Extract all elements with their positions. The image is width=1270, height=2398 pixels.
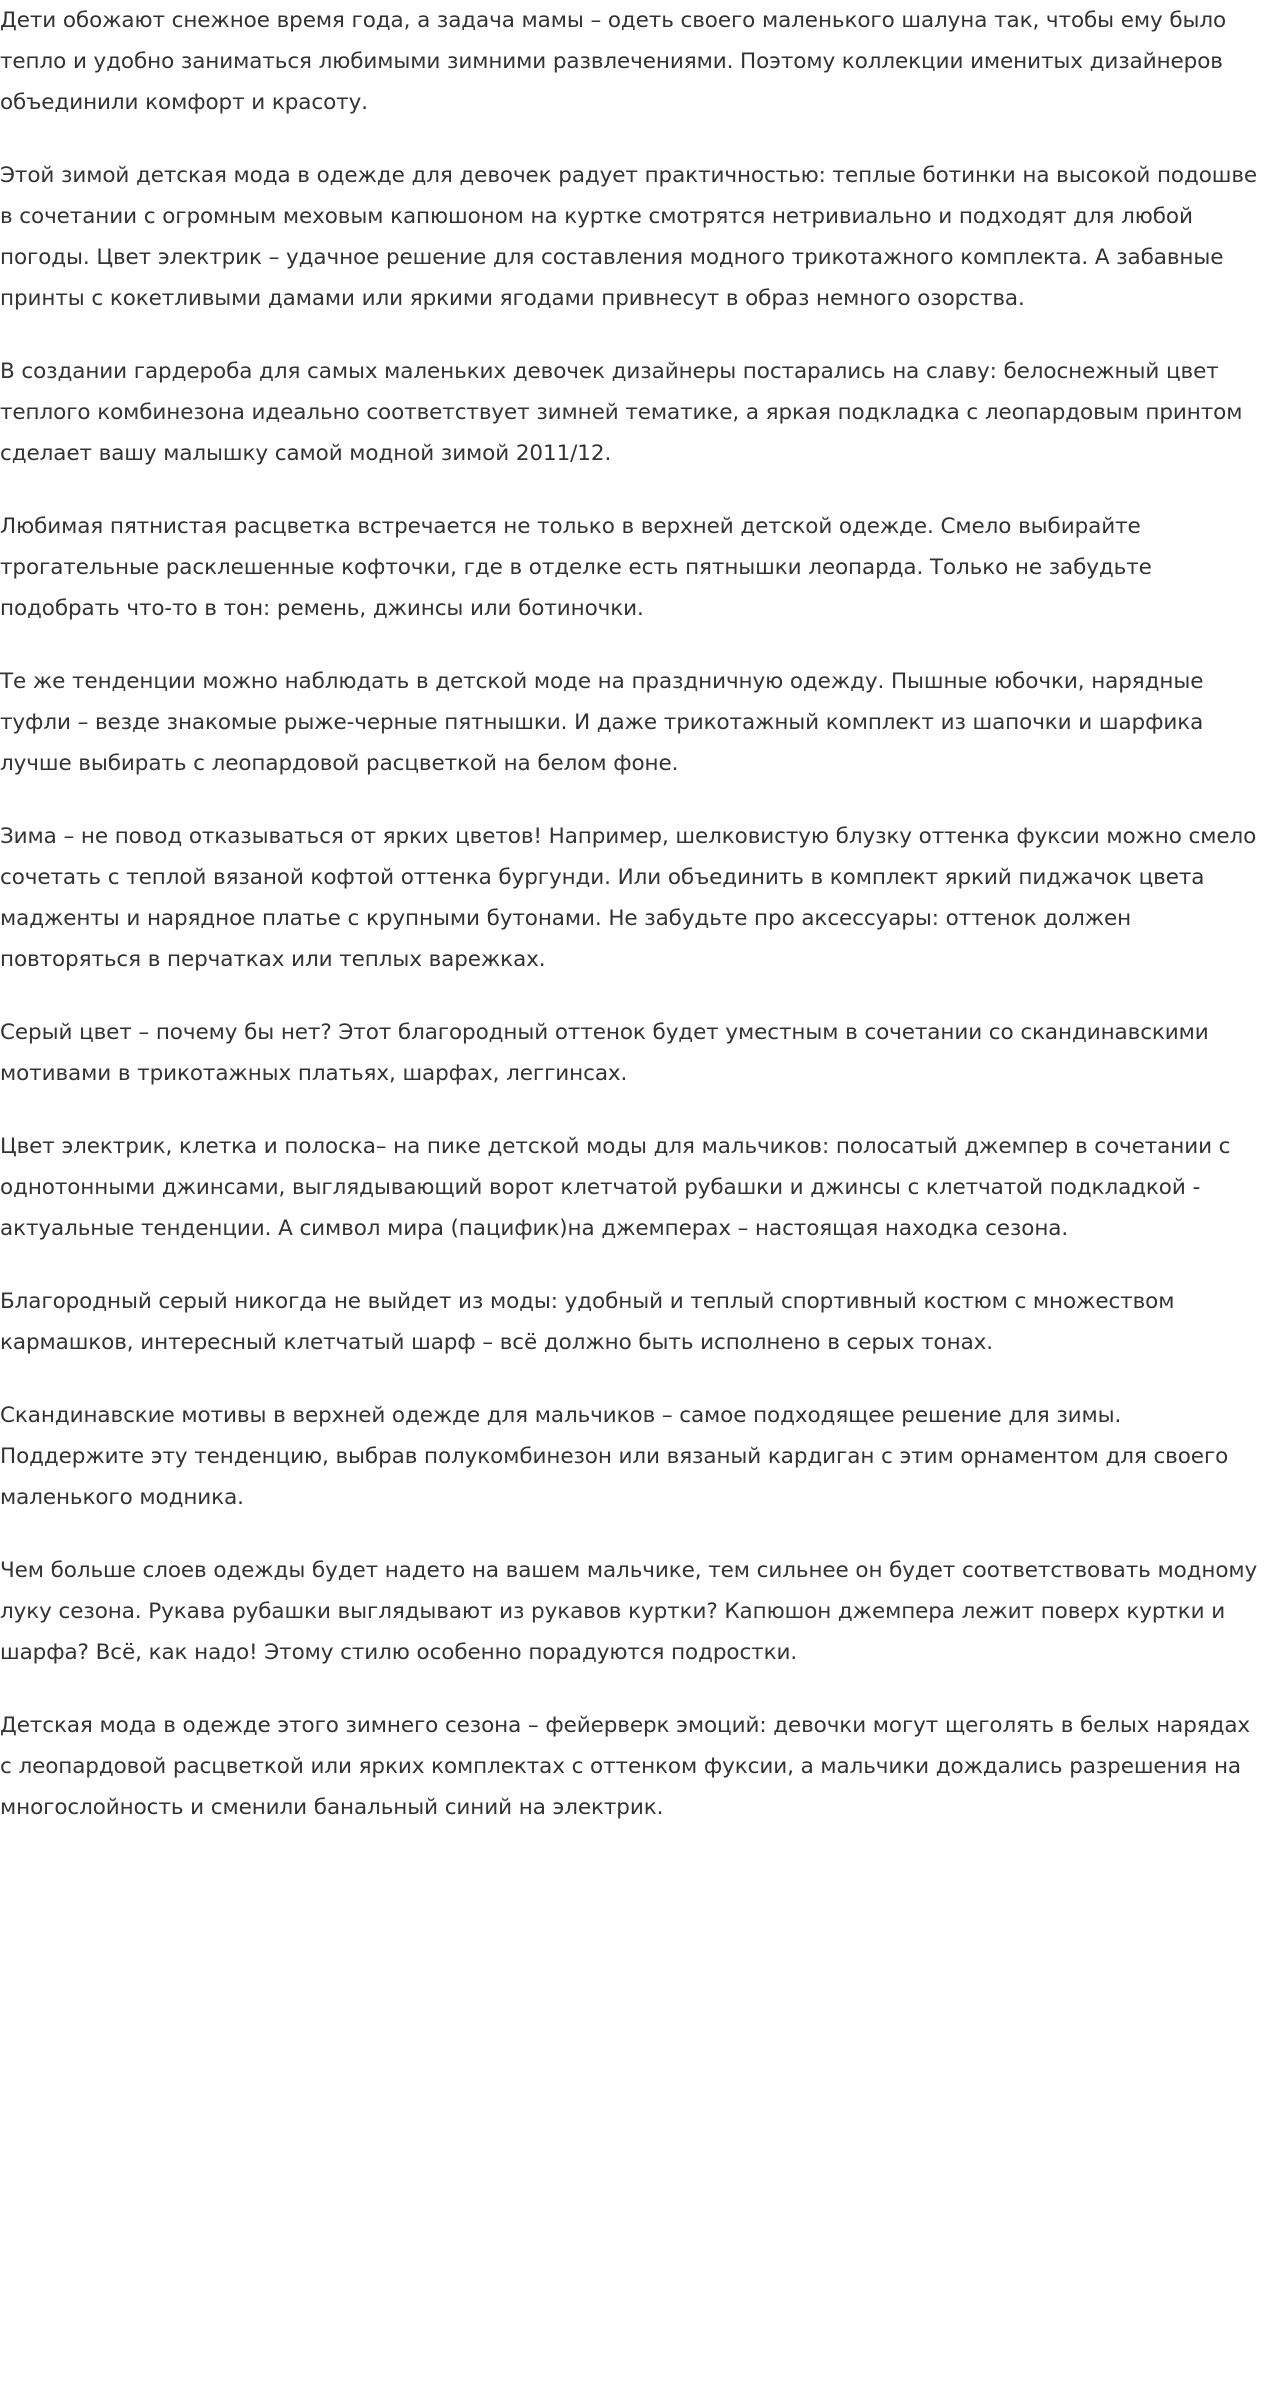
article-paragraph: Дети обожают снежное время года, а задача мамы – одеть своего маленького шалуна так, чтобы ему было тепло и удобно заниматься любимыми зимними развлечениями. Поэтому коллекции именитых дизайнеров объединили комфорт и красоту. bbox=[0, 8, 1227, 115]
article-paragraph: Серый цвет – почему бы нет? Этот благородный оттенок будет уместным в сочетании со скандинавскими мотивами в трикотажных платьях, шарфах, леггинсах. bbox=[0, 1020, 1209, 1086]
article-paragraph: Чем больше слоев одежды будет надето на вашем мальчике, тем сильнее он будет соответствовать модному луку сезона. Рукава рубашки выглядывают из рукавов куртки? Капюшон джемпера лежит поверх куртки и шарфа? Всё, как надо! Этому стилю особенно порадуются подростки. bbox=[0, 1558, 1258, 1665]
article-paragraph: Детская мода в одежде этого зимнего сезона – фейерверк эмоций: девочки могут щеголять в белых нарядах с леопардовой расцветкой или ярких комплектах с оттенком фуксии, а мальчики дождались разрешения на многослойность и сменили банальный синий на электрик. bbox=[0, 1713, 1251, 1820]
article-paragraph: Зима – не повод отказываться от ярких цветов! Например, шелковистую блузку оттенка фуксии можно смело сочетать с теплой вязаной кофтой оттенка бургунди. Или объединить в комплект яркий пиджачок цвета мадженты и нарядное платье с крупными бутонами. Не забудьте про аксессуары: оттенок должен повторяться в перчатках или теплых варежках. bbox=[0, 824, 1257, 972]
article-paragraph: В создании гардероба для самых маленьких девочек дизайнеры постарались на славу: белоснежный цвет теплого комбинезона идеально соответствует зимней тематике, а яркая подкладка с леопардовым принтом сделает вашу малышку самой модной зимой 2011/12. bbox=[0, 359, 1243, 466]
article-paragraph: Скандинавские мотивы в верхней одежде для мальчиков – самое подходящее решение для зимы. Поддержите эту тенденцию, выбрав полукомбинезон или вязаный кардиган с этим орнаментом для своего маленького модника. bbox=[0, 1403, 1229, 1510]
article-paragraph: Благородный серый никогда не выйдет из моды: удобный и теплый спортивный костюм с множеством кармашков, интересный клетчатый шарф – всё должно быть исполнено в серых тонах. bbox=[0, 1289, 1175, 1355]
article-paragraph: Те же тенденции можно наблюдать в детской моде на праздничную одежду. Пышные юбочки, нарядные туфли – везде знакомые рыже-черные пятнышки. И даже трикотажный комплект из шапочки и шарфика лучше выбирать с леопардовой расцветкой на белом фоне. bbox=[0, 669, 1204, 776]
article-paragraph: Любимая пятнистая расцветка встречается не только в верхней детской одежде. Смело выбирайте трогательные расклешенные кофточки, где в отделке есть пятнышки леопарда. Только не забудьте подобрать что-то в тон: ремень, джинсы или ботиночки. bbox=[0, 514, 1152, 621]
article-paragraph: Цвет электрик, клетка и полоска– на пике детской моды для мальчиков: полосатый джемпер в сочетании с однотонными джинсами, выглядывающий ворот клетчатой рубашки и джинсы с клетчатой подкладкой - актуальные тенденции. А символ мира (пацифик)на джемперах – настоящая находка сезона. bbox=[0, 1134, 1231, 1241]
article-paragraph: Этой зимой детская мода в одежде для девочек радует практичностью: теплые ботинки на высокой подошве в сочетании с огромным меховым капюшоном на куртке смотрятся нетривиально и подходят для любой погоды. Цвет электрик – удачное решение для составления модного трикотажного комплекта. А забавные принты с кокетливыми дамами или яркими ягодами привнесут в образ немного озорства. bbox=[0, 163, 1258, 311]
